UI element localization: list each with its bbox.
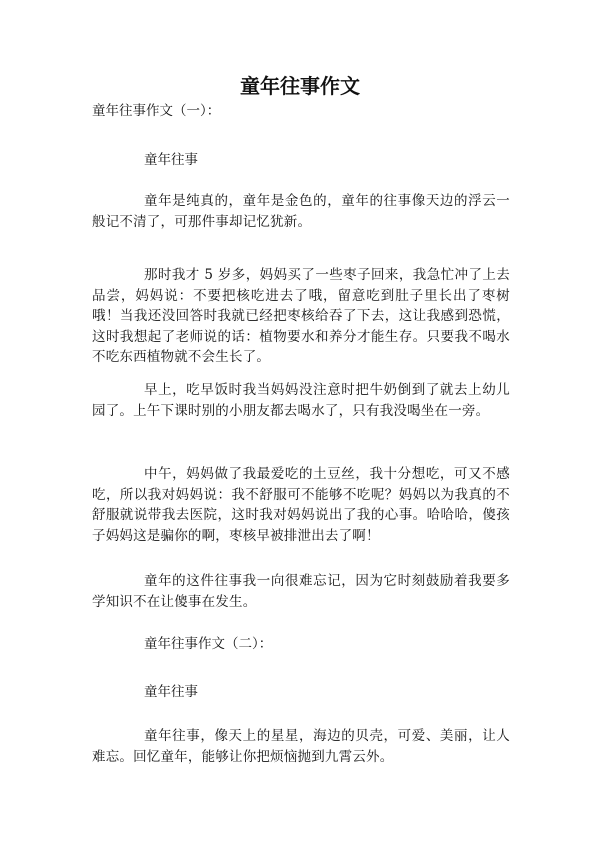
paragraph: 早上，吃早饭时我当妈妈没注意时把牛奶倒到了就去上幼儿园了。上午下课时别的小朋友都去喝水了，只有我没喝坐在一旁。 — [92, 382, 510, 419]
part2-label: 童年往事作文（二）： — [144, 636, 273, 652]
paragraph: 童年是纯真的，童年是金色的，童年的往事像天边的浮云一般记不清了，可那件事却记忆犹新。 — [92, 193, 510, 230]
part1-heading: 童年往事 — [144, 152, 198, 168]
paragraph: 那时我才 5 岁多，妈妈买了一些枣子回来，我急忙冲了上去品尝，妈妈说：不要把核吃进去了哦，留意吃到肚子里长出了枣树哦！当我还没回答时我就已经把枣核给吞了下去，这让我感到恐慌，这时我想起了老师说的话：植物要水和养分才能生存。只要我不喝水不吃东西植物就不会生长了。 — [92, 267, 510, 365]
part2-heading: 童年往事 — [144, 684, 198, 700]
document-title: 童年往事作文 — [240, 74, 360, 98]
paragraph: 童年往事，像天上的星星，海边的贝壳，可爱、美丽，让人难忘。回忆童年，能够让你把烦恼抛到九霄云外。 — [92, 728, 510, 765]
paragraph: 童年的这件往事我一向很难忘记，因为它时刻鼓励着我要多学知识不在让傻事在发生。 — [92, 573, 510, 610]
part1-label: 童年往事作文（一）： — [92, 103, 221, 119]
paragraph: 中午，妈妈做了我最爱吃的土豆丝，我十分想吃，可又不感吃，所以我对妈妈说：我不舒服可不能够不吃呢？妈妈以为我真的不舒服就说带我去医院，这时我对妈妈说出了我的心事。哈哈哈，傻孩子妈妈这是骗你的啊，枣核早被排泄出去了啊！ — [92, 466, 510, 544]
